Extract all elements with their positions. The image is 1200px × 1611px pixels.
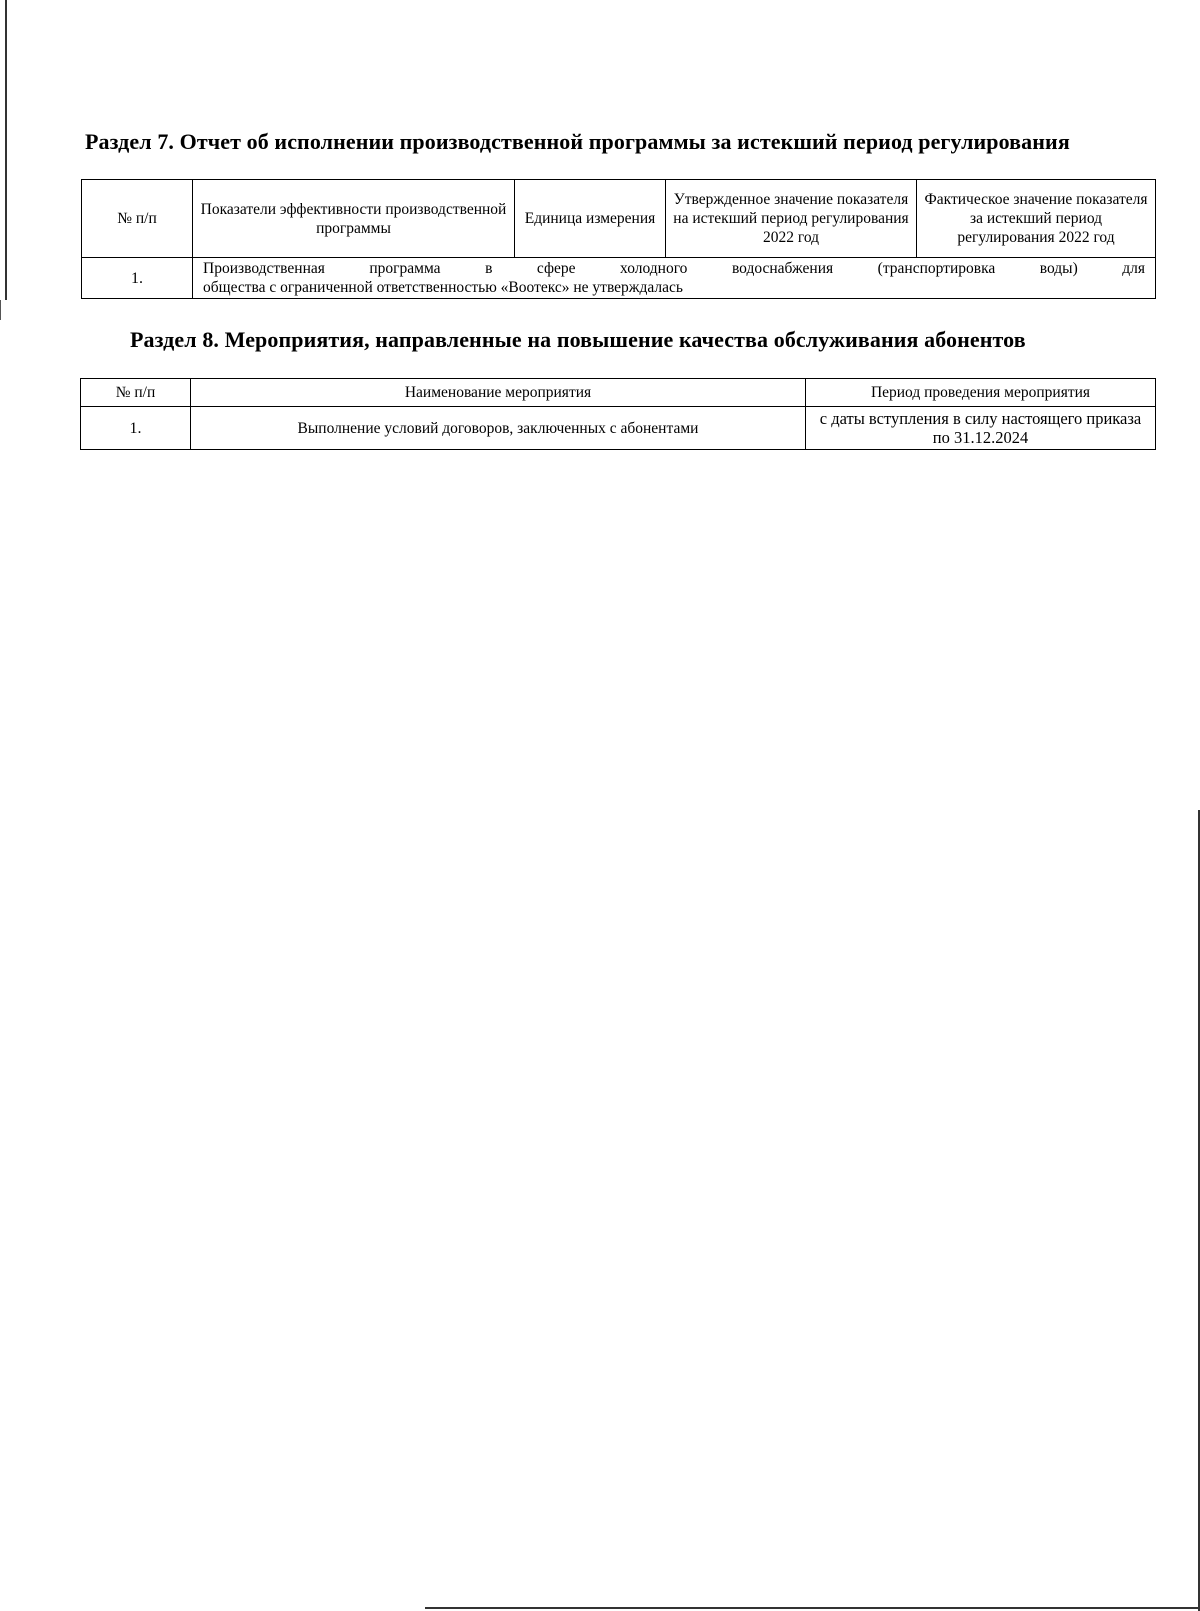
- row-measure-name: Выполнение условий договоров, заключенных с абонентами: [191, 407, 806, 450]
- scan-edge-left: [5, 0, 7, 300]
- header-period: Период проведения мероприятия: [806, 379, 1156, 407]
- table-header-row: [82, 180, 1156, 258]
- row-text: [193, 258, 1156, 299]
- header-indicators: Показатели эффективности производственной программы: [193, 180, 515, 258]
- scan-edge-left-mark: [0, 300, 1, 320]
- section-8-title: Раздел 8. Мероприятия, направленные на повышение качества обслуживания абонентов: [130, 327, 1026, 352]
- production-program-report-table: [81, 179, 1156, 299]
- header-num: № п/п: [82, 180, 193, 258]
- service-quality-measures-table: [80, 378, 1156, 450]
- row-num: 1.: [82, 258, 193, 299]
- scan-edge-bottom: [425, 1607, 1200, 1609]
- row-text-line-1: Производственная программа в сфере холодного водоснабжения (транспортировка воды) для: [203, 260, 1145, 277]
- table-header-row: [81, 379, 1156, 407]
- header-unit: Единица измерения: [515, 180, 666, 258]
- row-num: 1.: [81, 407, 191, 450]
- section-7-title: Раздел 7. Отчет об исполнении производственной программы за истекший период регулирования: [85, 129, 1070, 154]
- header-measure-name: Наименование мероприятия: [191, 379, 806, 407]
- row-period: с даты вступления в силу настоящего приказа по 31.12.2024: [806, 407, 1156, 450]
- header-actual-value: Фактическое значение показателя за истекший период регулирования 2022 год: [917, 180, 1156, 258]
- header-approved-value: Утвержденное значение показателя на истекший период регулирования 2022 год: [666, 180, 917, 258]
- header-num: № п/п: [81, 379, 191, 407]
- row-text-line-2: общества с ограниченной ответственностью «Воотекс» не утверждалась: [203, 279, 683, 296]
- table-row: [81, 407, 1156, 450]
- table-row: [82, 258, 1156, 299]
